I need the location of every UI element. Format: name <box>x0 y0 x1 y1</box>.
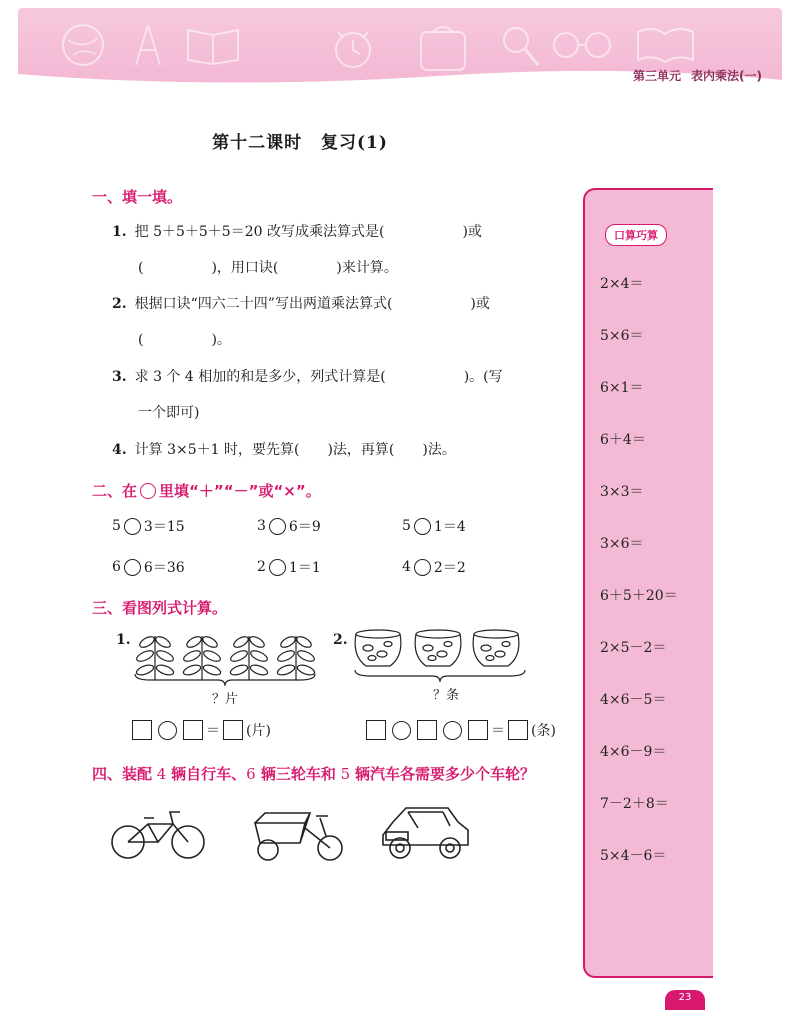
mental-math-item: 4×6－5＝ <box>600 692 667 708</box>
section4-heading-a: 四、装配 <box>92 765 153 783</box>
q4-number: 4. <box>112 442 127 458</box>
op-right: 6＝36 <box>143 560 185 576</box>
mental-math-item: 5×4－6＝ <box>600 848 667 864</box>
mental-math-item: 6＋4＝ <box>600 432 646 448</box>
fishbowls-illustration <box>350 628 525 673</box>
q4-end: )法。 <box>422 442 456 458</box>
problem2-number: 2. <box>333 632 348 648</box>
operator-circle[interactable] <box>158 721 177 740</box>
section4-heading-b: 辆自行车、 <box>171 765 247 783</box>
op-left: 6 <box>112 559 121 575</box>
operator-row-2 <box>112 557 547 577</box>
page-title <box>0 128 600 153</box>
operator-circle[interactable] <box>392 721 411 740</box>
problem1-number: 1. <box>116 632 131 648</box>
equals-sign: ＝ <box>491 723 505 739</box>
q2-number: 2. <box>112 296 127 312</box>
answer-box[interactable] <box>183 720 203 740</box>
answer-box[interactable] <box>132 720 152 740</box>
equation-row-2 <box>366 720 556 740</box>
op-right: 6＝9 <box>288 519 321 535</box>
q2-text-end: )或 <box>470 296 490 312</box>
glasses-icon <box>548 20 618 65</box>
op-right: 1＝4 <box>433 519 466 535</box>
sidebar-heading: 口算巧算 <box>605 224 667 246</box>
operator-circle[interactable] <box>443 721 462 740</box>
q2-text: 根据口诀“四六二十四”写出两道乘法算式( <box>134 296 393 312</box>
brace-2 <box>350 668 530 684</box>
q3-text-end: )。(写 <box>463 369 503 385</box>
op-item-1-3 <box>402 516 547 536</box>
unit-topic: 表内乘法(一) <box>691 69 762 83</box>
mental-math-item: 3×6＝ <box>600 536 644 552</box>
op-right: 1＝1 <box>288 560 321 576</box>
q1-number: 1. <box>112 224 127 240</box>
section4-heading-c: 辆三轮车和 <box>255 765 336 783</box>
section3-heading: 三、看图列式计算。 <box>92 599 228 617</box>
operator-row-1 <box>112 516 547 536</box>
equation-row-1 <box>132 720 271 740</box>
q2-end: )。 <box>211 332 231 348</box>
q2-line1 <box>112 294 490 314</box>
unit-fish: (条) <box>531 723 556 739</box>
problem2-label: ？条 <box>433 688 460 703</box>
op-item-2-1 <box>112 557 257 577</box>
circle-symbol <box>140 483 156 499</box>
lesson-label: 第十二课时 <box>212 133 303 153</box>
unit-number: 第三单元 <box>633 69 682 83</box>
mental-math-item: 2×5－2＝ <box>600 640 667 656</box>
mental-math-item: 3×3＝ <box>600 484 644 500</box>
mental-math-item: 6＋5＋20＝ <box>600 588 678 604</box>
bicycle-count: 4 <box>152 765 172 783</box>
fishbowl-icon <box>355 630 401 666</box>
tricycle-icon <box>250 808 350 863</box>
mental-math-sidebar <box>583 188 713 978</box>
op-circle[interactable] <box>414 518 431 535</box>
mental-math-item: 2×4＝ <box>600 276 644 292</box>
book-icon <box>183 20 243 65</box>
car-count: 5 <box>335 765 355 783</box>
lesson-name: 复习(1) <box>321 133 388 153</box>
q4-text: 计算 3×5＋1 时，要先算( <box>134 442 300 458</box>
q1-line2 <box>138 258 398 278</box>
q3-text: 求 3 个 4 相加的和是多少，列式计算是( <box>134 369 386 385</box>
op-right: 2＝2 <box>433 560 466 576</box>
tricycle-count: 6 <box>246 765 256 783</box>
section2-heading <box>92 480 321 501</box>
mental-math-item: 5×6＝ <box>600 328 644 344</box>
mental-math-item: 7－2＋8＝ <box>600 796 669 812</box>
open-book-icon <box>633 20 698 65</box>
op-left: 3 <box>257 518 266 534</box>
op-left: 5 <box>112 518 121 534</box>
unit-leaves: (片) <box>246 723 271 739</box>
q1-line1 <box>112 222 482 242</box>
op-circle[interactable] <box>269 518 286 535</box>
answer-box[interactable] <box>223 720 243 740</box>
op-circle[interactable] <box>124 559 141 576</box>
q1-mid: )，用口诀( <box>211 260 279 276</box>
op-circle[interactable] <box>269 559 286 576</box>
bicycle-icon <box>108 802 208 862</box>
answer-box[interactable] <box>417 720 437 740</box>
equals-sign: ＝ <box>206 723 220 739</box>
op-item-1-2 <box>257 516 402 536</box>
mental-math-item: 6×1＝ <box>600 380 644 396</box>
op-right: 3＝15 <box>143 519 185 535</box>
q1-text: 把 5＋5＋5＋5＝20 改写成乘法算式是( <box>134 224 385 240</box>
op-left: 2 <box>257 559 266 575</box>
op-left: 5 <box>402 518 411 534</box>
q3-number: 3. <box>112 369 127 385</box>
op-item-2-2 <box>257 557 402 577</box>
q1-open: ( <box>138 260 144 276</box>
section4-heading <box>92 763 535 784</box>
answer-box[interactable] <box>468 720 488 740</box>
q4-mid: )法，再算( <box>327 442 395 458</box>
op-item-2-3 <box>402 557 547 577</box>
q2-open: ( <box>138 332 144 348</box>
answer-box[interactable] <box>366 720 386 740</box>
page-number: 23 <box>665 990 705 1010</box>
q3-line2: 一个即可) <box>138 405 200 421</box>
answer-box[interactable] <box>508 720 528 740</box>
op-circle[interactable] <box>414 559 431 576</box>
section4-heading-d: 辆汽车各需要多少个车轮？ <box>355 765 536 783</box>
car-icon <box>378 800 473 862</box>
q2-line2 <box>138 330 231 350</box>
unit-label <box>633 67 762 84</box>
q4-line1 <box>112 440 456 460</box>
q1-end: )来计算。 <box>336 260 398 276</box>
op-left: 4 <box>402 559 411 575</box>
section2-heading-a: 二、在 <box>92 482 138 500</box>
problem1-label: ？片 <box>212 692 239 707</box>
mental-math-item: 4×6－9＝ <box>600 744 667 760</box>
op-item-1-1 <box>112 516 257 536</box>
q1-text-end: )或 <box>462 224 482 240</box>
header-banner <box>18 8 782 90</box>
op-circle[interactable] <box>124 518 141 535</box>
q3-line1 <box>112 367 503 387</box>
section2-heading-b: 里填“＋”“－”或“×”。 <box>159 482 321 500</box>
brace-1 <box>130 672 320 688</box>
section1-heading: 一、填一填。 <box>92 188 183 206</box>
